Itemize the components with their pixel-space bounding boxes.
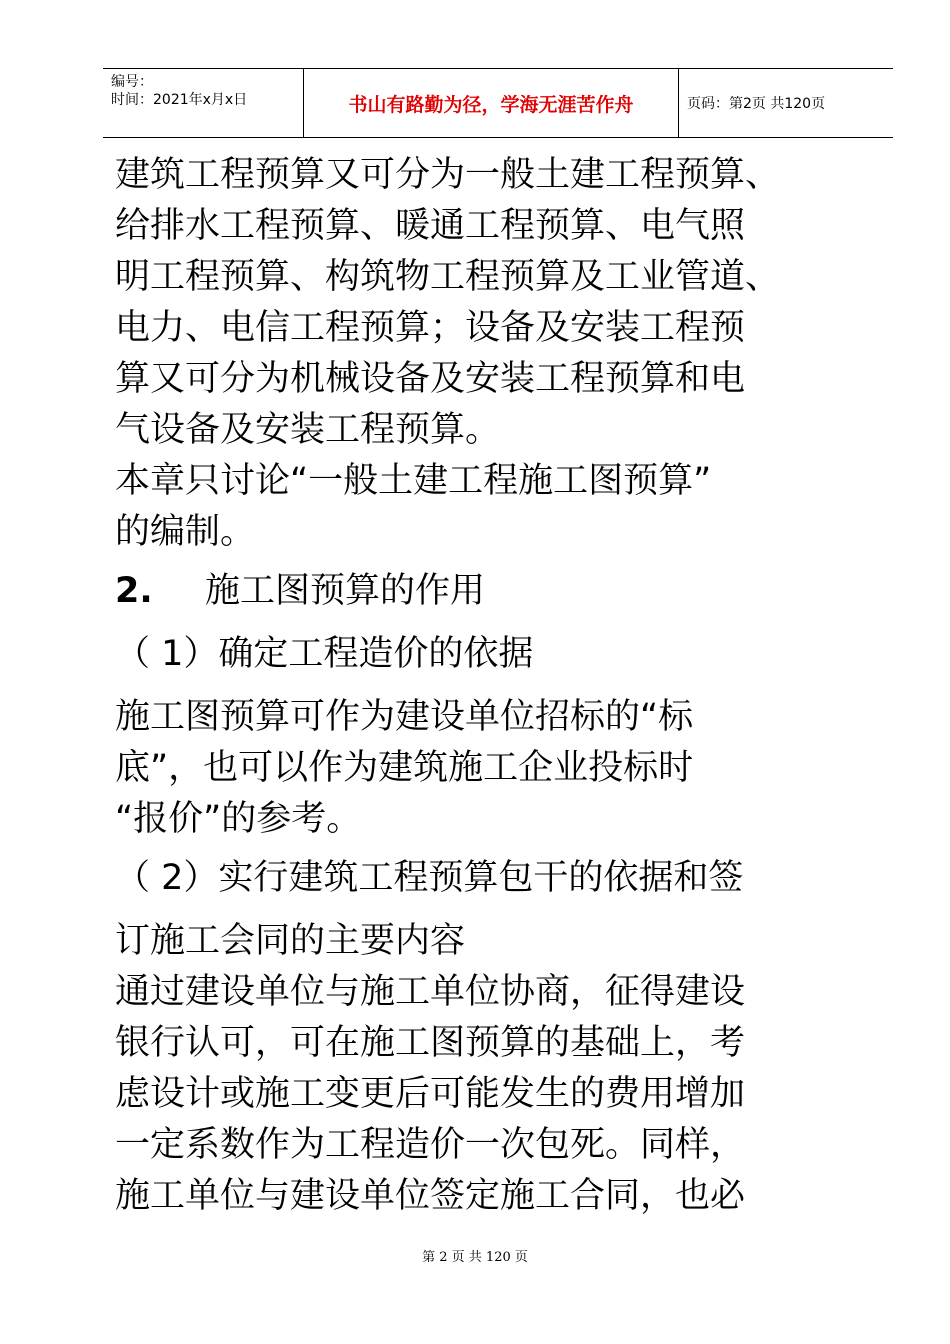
header-motto: 书山有路勤为径，学海无涯苦作舟 [348, 93, 634, 116]
text-line: 一定系数作为工程造价一次包死。同样， [115, 1125, 746, 1165]
paragraph-budget-types [115, 150, 895, 456]
text-line: （ 2）实行建筑工程预算包干的依据和签 [115, 858, 744, 898]
text-line: 气设备及安装工程预算。 [115, 410, 501, 450]
document-body [115, 150, 895, 1222]
doc-number-label: 编号： [111, 74, 153, 90]
section-heading [115, 566, 895, 617]
page-header [103, 68, 893, 138]
header-page-info: 页码：第2页 共120页 [687, 96, 826, 112]
subheading-2 [115, 853, 895, 967]
text-line: 本章只讨论“一般土建工程施工图预算” [115, 461, 712, 501]
text-line: 通过建设单位与施工单位协商，征得建设 [115, 972, 746, 1012]
text-line: “报价”的参考。 [115, 799, 362, 839]
doc-date: 时间：2021年x月x日 [111, 92, 248, 108]
text-line: 虑设计或施工变更后可能发生的费用增加 [115, 1074, 746, 1114]
text-line: 施工图预算可作为建设单位招标的“标 [115, 697, 694, 737]
section-title: 施工图预算的作用 [205, 571, 486, 611]
text-line: 给排水工程预算、暖通工程预算、电气照 [115, 206, 746, 246]
page-footer: 第 2 页 共 120 页 [422, 1250, 528, 1265]
section-number: 2. [115, 571, 153, 611]
text-line: 电力、电信工程预算；设备及安装工程预 [115, 308, 746, 348]
text-line: 订施工会同的主要内容 [115, 921, 466, 961]
text-line: 建筑工程预算又可分为一般土建工程预算、 [115, 155, 781, 195]
text-line: 底”，也可以作为建筑施工企业投标时 [115, 748, 694, 788]
paragraph-bid-basis [115, 692, 895, 845]
text-line: 明工程预算、构筑物工程预算及工业管道、 [115, 257, 781, 297]
subheading-1: （ 1）确定工程造价的依据 [115, 634, 534, 674]
paragraph-chapter-scope [115, 456, 895, 558]
text-line: 施工单位与建设单位签定施工合同，也必 [115, 1176, 746, 1216]
text-line: 算又可分为机械设备及安装工程预算和电 [115, 359, 746, 399]
header-motto-cell [303, 69, 679, 137]
paragraph-contract-basis [115, 967, 895, 1222]
text-line: 银行认可，可在施工图预算的基础上，考 [115, 1023, 746, 1063]
text-line: 的编制。 [115, 512, 256, 552]
header-meta [103, 69, 303, 137]
